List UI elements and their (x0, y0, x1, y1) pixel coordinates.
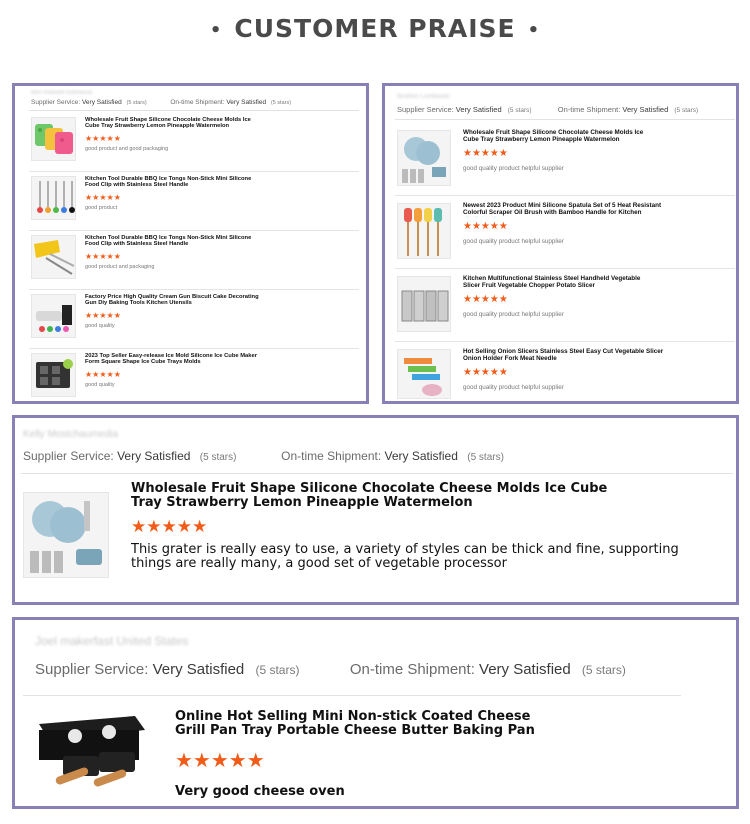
review-comment: good quality product helpful supplier (463, 384, 564, 391)
supplier-service-stars: (5 stars) (126, 100, 147, 106)
star-rating: ★★★★★ (463, 367, 508, 378)
supplier-service-value: Very Satisfied (152, 661, 245, 678)
item-divider (29, 171, 359, 172)
review-comment: good product (85, 205, 118, 211)
ontime-shipment-value: Very Satisfied (622, 105, 669, 114)
rating-line (31, 99, 291, 106)
product-image[interactable] (31, 176, 76, 220)
product-image[interactable] (397, 130, 451, 186)
food-clip-tongs-illustration (32, 177, 76, 220)
ontime-shipment-value: Very Satisfied (226, 99, 267, 106)
review-comment: good quality product helpful supplier (463, 311, 564, 318)
section-heading (0, 14, 750, 43)
review-comment: Very good cheese oven (175, 784, 345, 799)
supplier-service-label: Supplier Service: (23, 449, 114, 463)
review-card-1 (12, 83, 369, 404)
review-item (15, 291, 366, 349)
ontime-shipment-stars: (5 stars) (270, 100, 292, 106)
grater-set-illustration (398, 131, 451, 186)
rating-line (35, 661, 626, 678)
star-rating: ★★★★★ (85, 193, 121, 202)
supplier-service-label: Supplier Service: (397, 105, 454, 114)
review-comment: good quality (85, 382, 115, 388)
product-title[interactable]: Kitchen Tool Durable BBQ Ice Tongs Non-Stick Mini Silicone Food Clip with Stainless Steel Handle (85, 176, 252, 189)
product-title[interactable]: Factory Price High Quality Cream Gun Biscuit Cake Decorating Gun Diy Baking Tools Kitchen Utensils (85, 294, 259, 307)
review-item (385, 343, 736, 403)
ontime-shipment-stars: (5 stars) (674, 107, 699, 114)
product-image[interactable] (31, 117, 76, 161)
supplier-service-stars: (5 stars) (255, 663, 300, 677)
star-rating: ★★★★★ (463, 294, 508, 305)
review-card-3 (12, 415, 739, 605)
ontime-shipment-value: Very Satisfied (479, 661, 571, 678)
ontime-shipment-label: On-time Shipment: (281, 449, 382, 463)
bbq-tongs-illustration (32, 236, 76, 279)
product-image[interactable] (31, 353, 76, 397)
reviewer-name: Joel makerfast United States (35, 634, 189, 648)
product-title[interactable]: Online Hot Selling Mini Non-stick Coated Cheese Grill Pan Tray Portable Cheese Butter Baking Pan (175, 709, 535, 739)
onion-holder-illustration (398, 350, 451, 399)
card-divider (395, 119, 735, 120)
card-divider (23, 695, 681, 696)
product-image[interactable] (23, 492, 109, 578)
supplier-service-label: Supplier Service: (31, 99, 81, 106)
product-image[interactable] (31, 294, 76, 338)
heading-dot-right: • (527, 19, 541, 41)
supplier-service-value: Very Satisfied (81, 99, 122, 106)
review-comment: good product and good packaging (85, 146, 169, 152)
card-divider (21, 473, 733, 474)
review-card-2 (382, 83, 739, 404)
star-rating: ★★★★★ (85, 252, 121, 261)
heading-title: CUSTOMER PRAISE (234, 14, 516, 43)
ontime-shipment-stars: (5 stars) (581, 663, 626, 677)
product-title[interactable]: Kitchen Multifunctional Stainless Steel Handheld Vegetable Slicer Fruit Vegetable Chopper Potato Slicer (463, 275, 641, 289)
review-comment: This grater is really easy to use, a variety of styles can be thick and fine, supporting things are really many, a good set of vegetable processor (131, 542, 679, 572)
review-item (385, 197, 736, 269)
star-rating: ★★★★★ (85, 311, 121, 320)
product-image[interactable] (397, 349, 451, 399)
silicone-mold-illustration (32, 118, 76, 161)
product-title[interactable]: Newest 2023 Product Mini Silicone Spatula Set of 5 Heat Resistant Colorful Scraper Oil Brush with Bamboo Handle for Kitchen (463, 202, 662, 216)
rating-line (23, 449, 504, 463)
item-divider (395, 195, 735, 196)
review-comment: good quality (85, 323, 115, 329)
supplier-service-value: Very Satisfied (117, 449, 191, 463)
vegetable-slicer-illustration (398, 277, 451, 332)
supplier-service-stars: (5 stars) (507, 107, 532, 114)
item-divider (29, 289, 359, 290)
item-divider (395, 268, 735, 269)
product-title[interactable]: Kitchen Tool Durable BBQ Ice Tongs Non-Stick Mini Silicone Food Clip with Stainless Steel Handle (85, 235, 252, 248)
rating-line (397, 105, 698, 114)
star-rating: ★★★★★ (131, 517, 208, 536)
review-item (15, 704, 736, 804)
product-title[interactable]: Wholesale Fruit Shape Silicone Chocolate Cheese Molds Ice Cube Tray Strawberry Lemon Pineapple Watermelon (131, 481, 608, 511)
product-title[interactable]: 2023 Top Seller Easy-release Ice Mold Silicone Ice Cube Maker Form Square Shape Ice Cube Trays Molds (85, 353, 257, 366)
ontime-shipment-value: Very Satisfied (384, 449, 458, 463)
supplier-service-value: Very Satisfied (455, 105, 502, 114)
review-item (15, 232, 366, 290)
review-comment: good quality product helpful supplier (463, 165, 564, 172)
ice-cube-tray-illustration (32, 354, 76, 397)
star-rating: ★★★★★ (463, 221, 508, 232)
item-divider (29, 348, 359, 349)
item-divider (29, 230, 359, 231)
heading-dot-left: • (209, 19, 223, 41)
ontime-shipment-stars: (5 stars) (467, 452, 504, 463)
review-comment: good quality product helpful supplier (463, 238, 564, 245)
product-title[interactable]: Wholesale Fruit Shape Silicone Chocolate Cheese Molds Ice Cube Tray Strawberry Lemon Pineapple Watermelon (85, 117, 251, 130)
ontime-shipment-label: On-time Shipment: (170, 99, 225, 106)
cream-gun-illustration (32, 295, 76, 338)
product-title[interactable]: Wholesale Fruit Shape Silicone Chocolate Cheese Molds Ice Cube Tray Strawberry Lemon Pineapple Watermelon (463, 129, 644, 143)
star-rating: ★★★★★ (85, 370, 121, 379)
review-item (15, 350, 366, 400)
product-image[interactable] (397, 276, 451, 332)
supplier-service-label: Supplier Service: (35, 661, 149, 678)
review-item (15, 480, 736, 590)
grater-set-illustration (24, 493, 109, 578)
review-card-4 (12, 617, 739, 809)
review-item (385, 124, 736, 196)
ontime-shipment-label: On-time Shipment: (557, 105, 621, 114)
reviewer-name: Ben Rowsell Indonesia (31, 90, 93, 96)
star-rating: ★★★★★ (85, 134, 121, 143)
supplier-service-stars: (5 stars) (199, 452, 237, 463)
reviewer-name: Kelly Mostchaumedia (23, 429, 119, 440)
ontime-shipment-label: On-time Shipment: (349, 661, 475, 678)
review-item (385, 270, 736, 342)
product-image[interactable] (397, 203, 451, 259)
review-comment: good product and packaging (85, 264, 155, 270)
card-divider (29, 110, 359, 111)
product-image[interactable] (31, 235, 76, 279)
review-item (15, 114, 366, 172)
star-rating: ★★★★★ (175, 750, 265, 772)
item-divider (395, 341, 735, 342)
review-item (15, 173, 366, 231)
spatula-set-illustration (398, 204, 451, 259)
product-image[interactable] (35, 710, 153, 798)
cheese-grill-pan-illustration (35, 710, 153, 798)
reviewer-name: Ibrahim Lombardo (397, 93, 450, 100)
star-rating: ★★★★★ (463, 148, 508, 159)
product-title[interactable]: Hot Selling Onion Slicers Stainless Steel Easy Cut Vegetable Slicer Onion Holder Fork Meat Needle (463, 348, 664, 362)
